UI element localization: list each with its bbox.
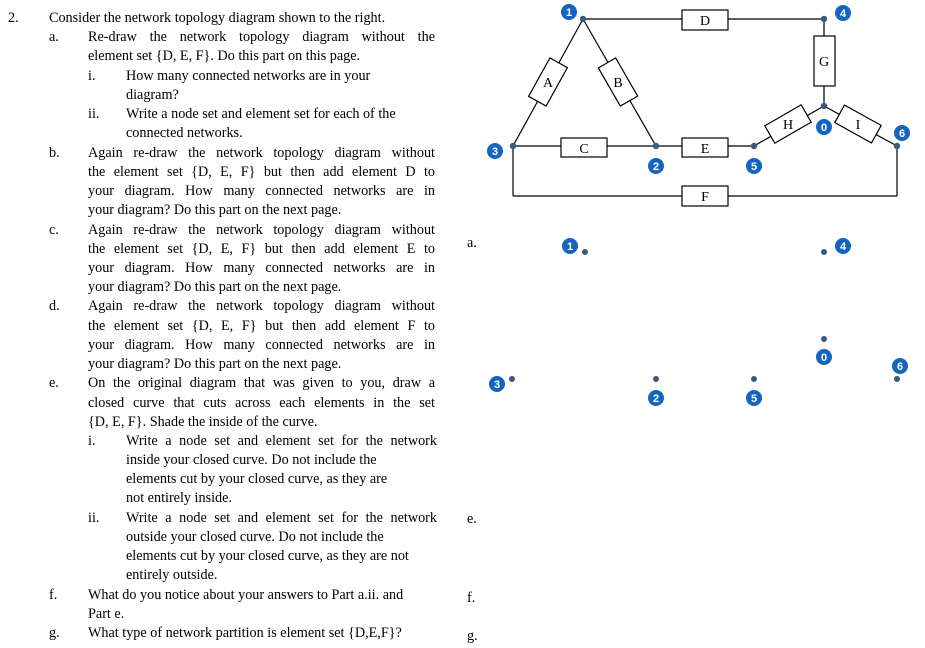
part-a-line: Re-draw the network topology diagram without the	[88, 29, 435, 45]
svg-text:5: 5	[750, 393, 758, 405]
part-e-i-line: inside your closed curve. Do not include the	[126, 452, 377, 468]
part-a-ii-line: Write a node set and element set for each of the	[126, 106, 396, 122]
svg-text:D: D	[699, 14, 711, 29]
element-e-box	[682, 138, 728, 157]
part-e-line: On the original diagram that was given to you, draw a	[88, 375, 435, 391]
node-6-badge	[894, 125, 910, 141]
part-g-label: g.	[49, 625, 60, 641]
part-e-ii-line: entirely outside.	[126, 567, 218, 583]
svg-text:G: G	[818, 55, 830, 70]
part-b-line: Again re-draw the network topology diagram without	[88, 145, 435, 161]
part-f-label: f.	[49, 587, 58, 603]
part-a-label: a.	[49, 29, 59, 45]
svg-text:6: 6	[896, 361, 904, 373]
part-e-line: {D, E, F}. Shade the inside of the curve.	[88, 414, 318, 430]
part-c-label: c.	[49, 222, 59, 238]
part-e-ii-label: ii.	[88, 510, 100, 526]
part-e-label: e.	[49, 375, 59, 391]
part-a-i-line: How many connected networks are in your	[126, 68, 371, 84]
svg-text:H: H	[782, 118, 794, 133]
part-c-line: your diagram. How many connected networks are in	[88, 260, 435, 276]
part-e-line: closed curve that cuts across each elements in the set	[88, 395, 435, 411]
svg-text:3: 3	[493, 379, 501, 391]
part-d-label: d.	[49, 298, 60, 314]
diagram-wires	[513, 19, 897, 196]
part-b-label: b.	[49, 145, 60, 161]
part-e-ii-line: Write a node set and element set for the network	[126, 510, 437, 526]
part-d-line: your diagram? Do this part on the next page.	[88, 356, 342, 372]
part-b-line: your diagram? Do this part on the next page.	[88, 202, 342, 218]
part-c-line: the element set {D, E, F} but then add element E to	[88, 241, 435, 257]
svg-text:I: I	[855, 118, 861, 133]
element-h-box	[765, 105, 812, 144]
part-g-text: What type of network partition is element set {D,E,F}?	[88, 625, 402, 641]
part-e-i-line: elements cut by your closed curve, as they are	[126, 471, 388, 487]
svg-text:2: 2	[652, 161, 660, 173]
svg-text:2: 2	[652, 393, 660, 405]
question-number: 2.	[8, 10, 19, 26]
part-c-line: Again re-draw the network topology diagram without	[88, 222, 435, 238]
svg-text:B: B	[613, 76, 623, 91]
part-e-ii-line: outside your closed curve. Do not include the	[126, 529, 384, 545]
node-4-badge	[835, 5, 851, 21]
answer-node-0-badge	[816, 349, 832, 365]
svg-text:3: 3	[491, 146, 499, 158]
part-a-i-line: diagram?	[126, 87, 179, 103]
answer-node-1-badge	[562, 238, 578, 254]
node-1-badge	[561, 4, 577, 20]
answer-node-4-badge	[835, 238, 851, 254]
svg-text:4: 4	[839, 8, 847, 20]
element-b-box	[598, 58, 637, 106]
part-a-line: element set {D, E, F}. Do this part on this page.	[88, 48, 361, 64]
part-e-i-line: not entirely inside.	[126, 490, 232, 506]
part-c-line: your diagram? Do this part on the next page.	[88, 279, 342, 295]
part-f-line: Part e.	[88, 606, 125, 622]
svg-text:A: A	[542, 76, 554, 91]
part-b-line: the element set {D, E, F} but then add element D to	[88, 164, 435, 180]
answer-node-3-badge	[489, 376, 505, 392]
node-0-badge	[816, 119, 832, 135]
part-e-i-line: Write a node set and element set for the network	[126, 433, 437, 449]
element-d-box	[682, 10, 728, 30]
element-c-box	[561, 138, 607, 157]
question-intro: Consider the network topology diagram shown to the right.	[49, 10, 386, 26]
answer-node-6-badge	[892, 358, 908, 374]
svg-text:0: 0	[820, 352, 828, 364]
svg-text:4: 4	[839, 241, 847, 253]
answer-g-label: g.	[467, 628, 478, 644]
svg-text:5: 5	[750, 161, 758, 173]
answer-e-label: e.	[467, 511, 477, 527]
part-a-ii-line: connected networks.	[126, 125, 243, 141]
svg-text:1: 1	[565, 7, 573, 19]
part-e-ii-line: elements cut by your closed curve, as they are not	[126, 548, 409, 564]
element-g-box	[814, 36, 835, 86]
answer-space-nodes	[489, 238, 908, 406]
part-a-ii-label: ii.	[88, 106, 100, 122]
part-d-line: Again re-draw the network topology diagram without	[88, 298, 435, 314]
element-f-box	[682, 186, 728, 206]
node-3-badge	[487, 143, 503, 159]
answer-node-5-badge	[746, 390, 762, 406]
part-a-i-label: i.	[88, 68, 96, 84]
node-5-badge	[746, 158, 762, 174]
svg-text:0: 0	[820, 122, 828, 134]
answer-a-label: a.	[467, 235, 477, 251]
part-e-i-label: i.	[88, 433, 96, 449]
svg-text:F: F	[701, 190, 709, 205]
node-2-badge	[648, 158, 664, 174]
part-d-line: your diagram. How many connected networks are in	[88, 337, 435, 353]
part-d-line: the element set {D, E, F} but then add element F to	[88, 318, 435, 334]
element-a-box	[529, 58, 568, 106]
answer-node-2-badge	[648, 390, 664, 406]
element-i-box	[835, 105, 881, 143]
svg-text:6: 6	[898, 128, 906, 140]
node-dots	[510, 16, 900, 149]
svg-text:E: E	[700, 142, 710, 157]
answer-f-label: f.	[467, 590, 476, 606]
part-f-line: What do you notice about your answers to Part a.ii. and	[88, 587, 404, 603]
part-b-line: your diagram. How many connected networks are in	[88, 183, 435, 199]
svg-text:1: 1	[566, 241, 574, 253]
svg-text:C: C	[579, 142, 589, 157]
